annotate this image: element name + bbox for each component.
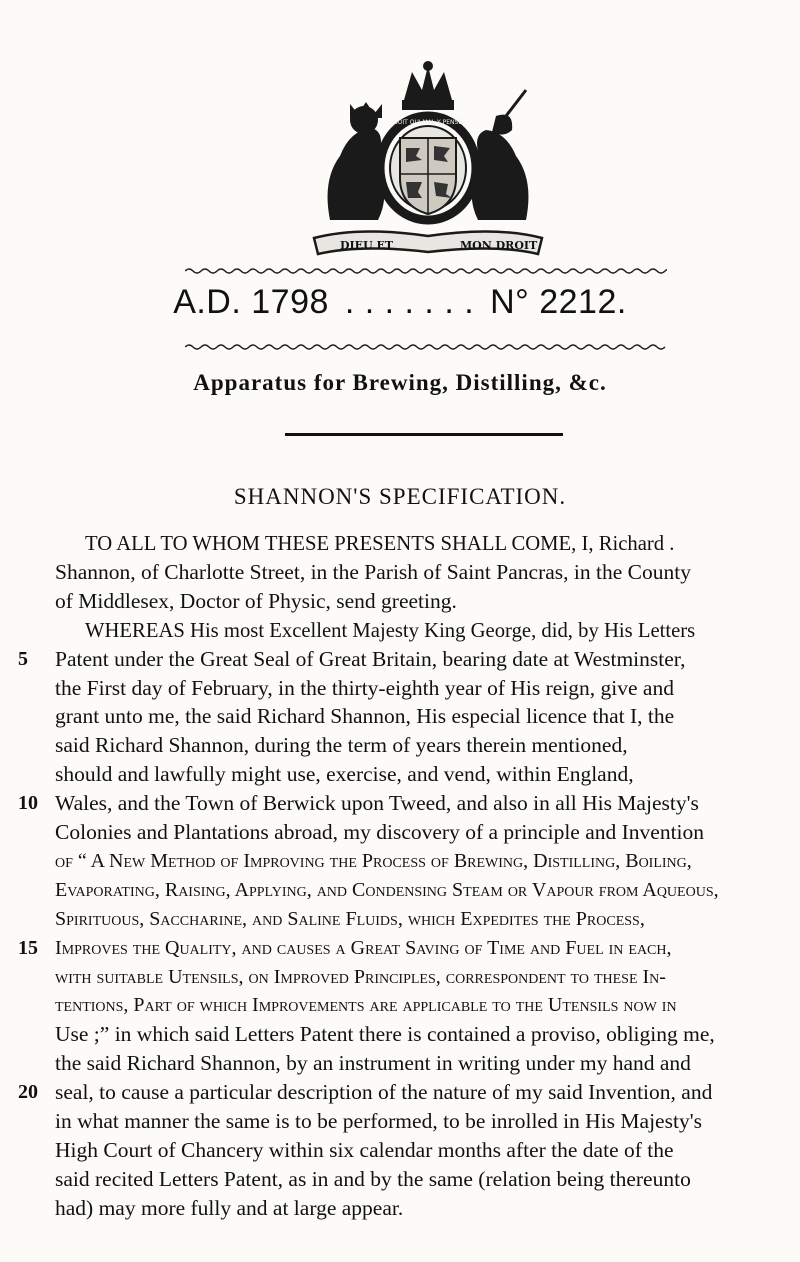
body-line: tentions, Part of which Improvements are applicable to the Utensils now in bbox=[55, 994, 677, 1017]
body-line: seal, to cause a particular description of the nature of my said Invention, and bbox=[55, 1080, 713, 1105]
body-line: of “ A New Method of Improving the Process of Brewing, Distilling, Boiling, bbox=[55, 849, 692, 872]
patent-number: N° 2212. bbox=[490, 283, 627, 321]
body-line: Use ;” in which said Letters Patent there is contained a proviso, obliging me, bbox=[55, 1022, 715, 1047]
specification-title: SHANNON'S SPECIFICATION. bbox=[233, 484, 567, 509]
wavy-rule-bottom bbox=[185, 342, 667, 352]
patent-year: A.D. 1798 bbox=[173, 283, 329, 321]
body-line: grant unto me, the said Richard Shannon, His especial licence that I, the bbox=[55, 704, 675, 729]
crest-motto-right: MON DROIT bbox=[460, 239, 538, 252]
body-line: the First day of February, in the thirty-eighth year of His reign, give and bbox=[55, 675, 674, 700]
body-line: said Richard Shannon, during the term of years therein mentioned, bbox=[55, 733, 628, 758]
body-line: should and lawfully might use, exercise, and vend, within England, bbox=[55, 762, 634, 787]
patent-subject-title: Apparatus for Brewing, Distilling, &c. bbox=[193, 370, 607, 395]
body-line: High Court of Chancery within six calendar months after the date of the bbox=[55, 1137, 674, 1162]
body-line: Colonies and Plantations abroad, my discovery of a principle and Invention bbox=[55, 820, 705, 844]
line-number: 20 bbox=[18, 1081, 38, 1104]
body-line: Spirituous, Saccharine, and Saline Fluids, which Expedites the Process, bbox=[55, 907, 645, 930]
crest-garter-motto: SOIT QUI MAL Y PENSE bbox=[393, 119, 463, 126]
body-line: with suitable Utensils, on Improved Principles, correspondent to these In- bbox=[55, 965, 666, 988]
body-line: said recited Letters Patent, as in and by the same (relation being thereunto bbox=[55, 1166, 691, 1191]
body-line: TO ALL TO WHOM THESE PRESENTS SHALL COME, I, Richard . bbox=[85, 531, 675, 555]
body-line: the said Richard Shannon, by an instrument in writing under my hand and bbox=[55, 1051, 691, 1076]
royal-coat-of-arms-icon bbox=[300, 60, 556, 260]
wavy-rule-top bbox=[185, 266, 667, 276]
line-number: 15 bbox=[18, 936, 38, 959]
crest-motto-left: DIEU ET bbox=[340, 239, 394, 252]
body-line: had) may more fully and at large appear. bbox=[55, 1195, 404, 1220]
patent-dots: . . . . . . . bbox=[344, 283, 475, 321]
body-line: WHEREAS His most Excellent Majesty King George, did, by His Letters bbox=[85, 617, 696, 642]
line-number: 10 bbox=[18, 792, 38, 815]
title-rule bbox=[285, 433, 563, 436]
body-line: Evaporating, Raising, Applying, and Condensing Steam or Vapour from Aqueous, bbox=[55, 878, 719, 901]
body-line: Wales, and the Town of Berwick upon Tweed, and also in all His Majesty's bbox=[55, 791, 699, 816]
body-line: Improves the Quality, and causes a Great Saving of Time and Fuel in each, bbox=[55, 936, 672, 959]
body-line: of Middlesex, Doctor of Physic, send greeting. bbox=[55, 588, 457, 613]
patent-header bbox=[0, 283, 800, 322]
body-line: in what manner the same is to be performed, to be inrolled in His Majesty's bbox=[55, 1109, 702, 1133]
line-number: 5 bbox=[18, 647, 28, 670]
body-line: Patent under the Great Seal of Great Britain, bearing date at Westminster, bbox=[55, 646, 686, 671]
body-line: Shannon, of Charlotte Street, in the Parish of Saint Pancras, in the County bbox=[55, 559, 691, 584]
